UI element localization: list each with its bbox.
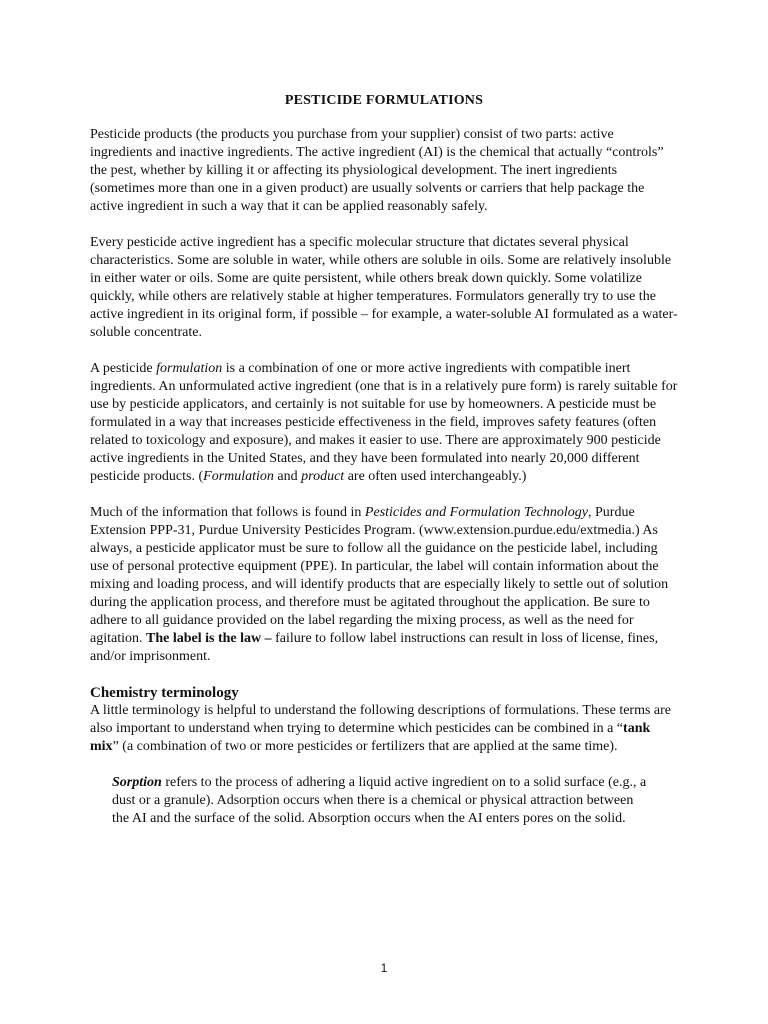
emphasis-product: product — [301, 469, 345, 484]
text-run: A pesticide — [90, 361, 157, 376]
paragraph-active-inactive-ingredients: Pesticide products (the products you purchase from your supplier) consist of two parts: active ingredients and inactive ingredients. The active ingredient (AI) is the chemical that actually “controls” the pest, whether by killing it or affecting its physiological development. The inert ingredients (sometimes more than one in a given product) are usually solvents or carriers that help package the active ingredient in such a way that it can be applied reasonably safely. — [90, 127, 664, 214]
label-is-law-emphasis: The label is the law – — [146, 631, 272, 646]
text-run: failure to follow label instructions can result in loss of license, fines, and/or imprisonment. — [90, 631, 659, 664]
text-run: , Purdue Extension PPP-31, Purdue University Pesticides Program. (www.extension.purdue.edu/extmedia.) As always, a pesticide applicator must be sure to follow all the guidance on the pesticide label, including use of personal protective equipment (PPE). In particular, the label will contain information about the mixing and loading process, and will identify products that are especially likely to settle out of solution during the application process, and therefore must be agitated throughout the application. Be sure to adhere to all guidance provided on the label regarding the mixing process, as well as the need for agitation. — [90, 505, 669, 646]
sorption-term: Sorption — [112, 775, 162, 790]
paragraph-formulation-definition — [90, 360, 678, 486]
paragraph-molecular-structure: Every pesticide active ingredient has a specific molecular structure that dictates several physical characteristics. Some are soluble in water, while others are soluble in oils. Some are relatively insoluble in either water or oils. Some are quite persistent, while others break down quickly. Some volatilize quickly, while others are relatively stable at higher temperatures. Formulators generally try to use the active ingredient in its original form, if possible – for example, a water-soluble AI formulated as a water-soluble concentrate. — [90, 235, 678, 340]
paragraph-terminology-intro — [90, 702, 678, 756]
text-run: and — [273, 469, 302, 484]
text-run: Much of the information that follows is found in — [90, 505, 365, 520]
text-run: ” (a combination of two or more pesticides or fertilizers that are applied at the same time). — [112, 739, 618, 754]
text-run: are often used interchangeably.) — [344, 469, 527, 484]
paragraph-label-guidance — [90, 504, 678, 666]
tank-mix-term: tank mix — [90, 721, 651, 754]
section-heading-chemistry-terminology: Chemistry terminology — [90, 685, 239, 701]
text-run: is a combination of one or more active ingredients with compatible inert ingredients. An unformulated active ingredient (one that is in a relatively pure form) is rarely suitable for use by pesticide applicators, and certainly is not suitable for use by homeowners. A pesticide must be formulated in a way that increases pesticide effectiveness in the field, improves safety features (often related to toxicology and exposure), and makes it easier to use. There are approximately 900 pesticide active ingredients in the United States, and they have been formulated into nearly 20,000 different pesticide products. ( — [90, 361, 678, 484]
document-title: PESTICIDE FORMULATIONS — [284, 93, 484, 108]
text-run: refers to the process of adhering a liquid active ingredient on to a solid surface (e.g., a dust or a granule). Adsorption occurs when there is a chemical or physical attraction between the AI and the surface of the solid. Absorption occurs when the AI enters pores on the solid. — [112, 775, 647, 826]
emphasis-formulation: Formulation — [203, 469, 274, 484]
emphasis-formulation: formulation — [156, 361, 223, 376]
page-number: 1 — [380, 961, 388, 975]
citation-title: Pesticides and Formulation Technology — [364, 505, 588, 520]
paragraph-sorption-definition — [90, 774, 678, 828]
text-run: A little terminology is helpful to understand the following descriptions of formulations. These terms are also important to understand when trying to determine which pesticides can be combined in a “ — [90, 703, 672, 736]
